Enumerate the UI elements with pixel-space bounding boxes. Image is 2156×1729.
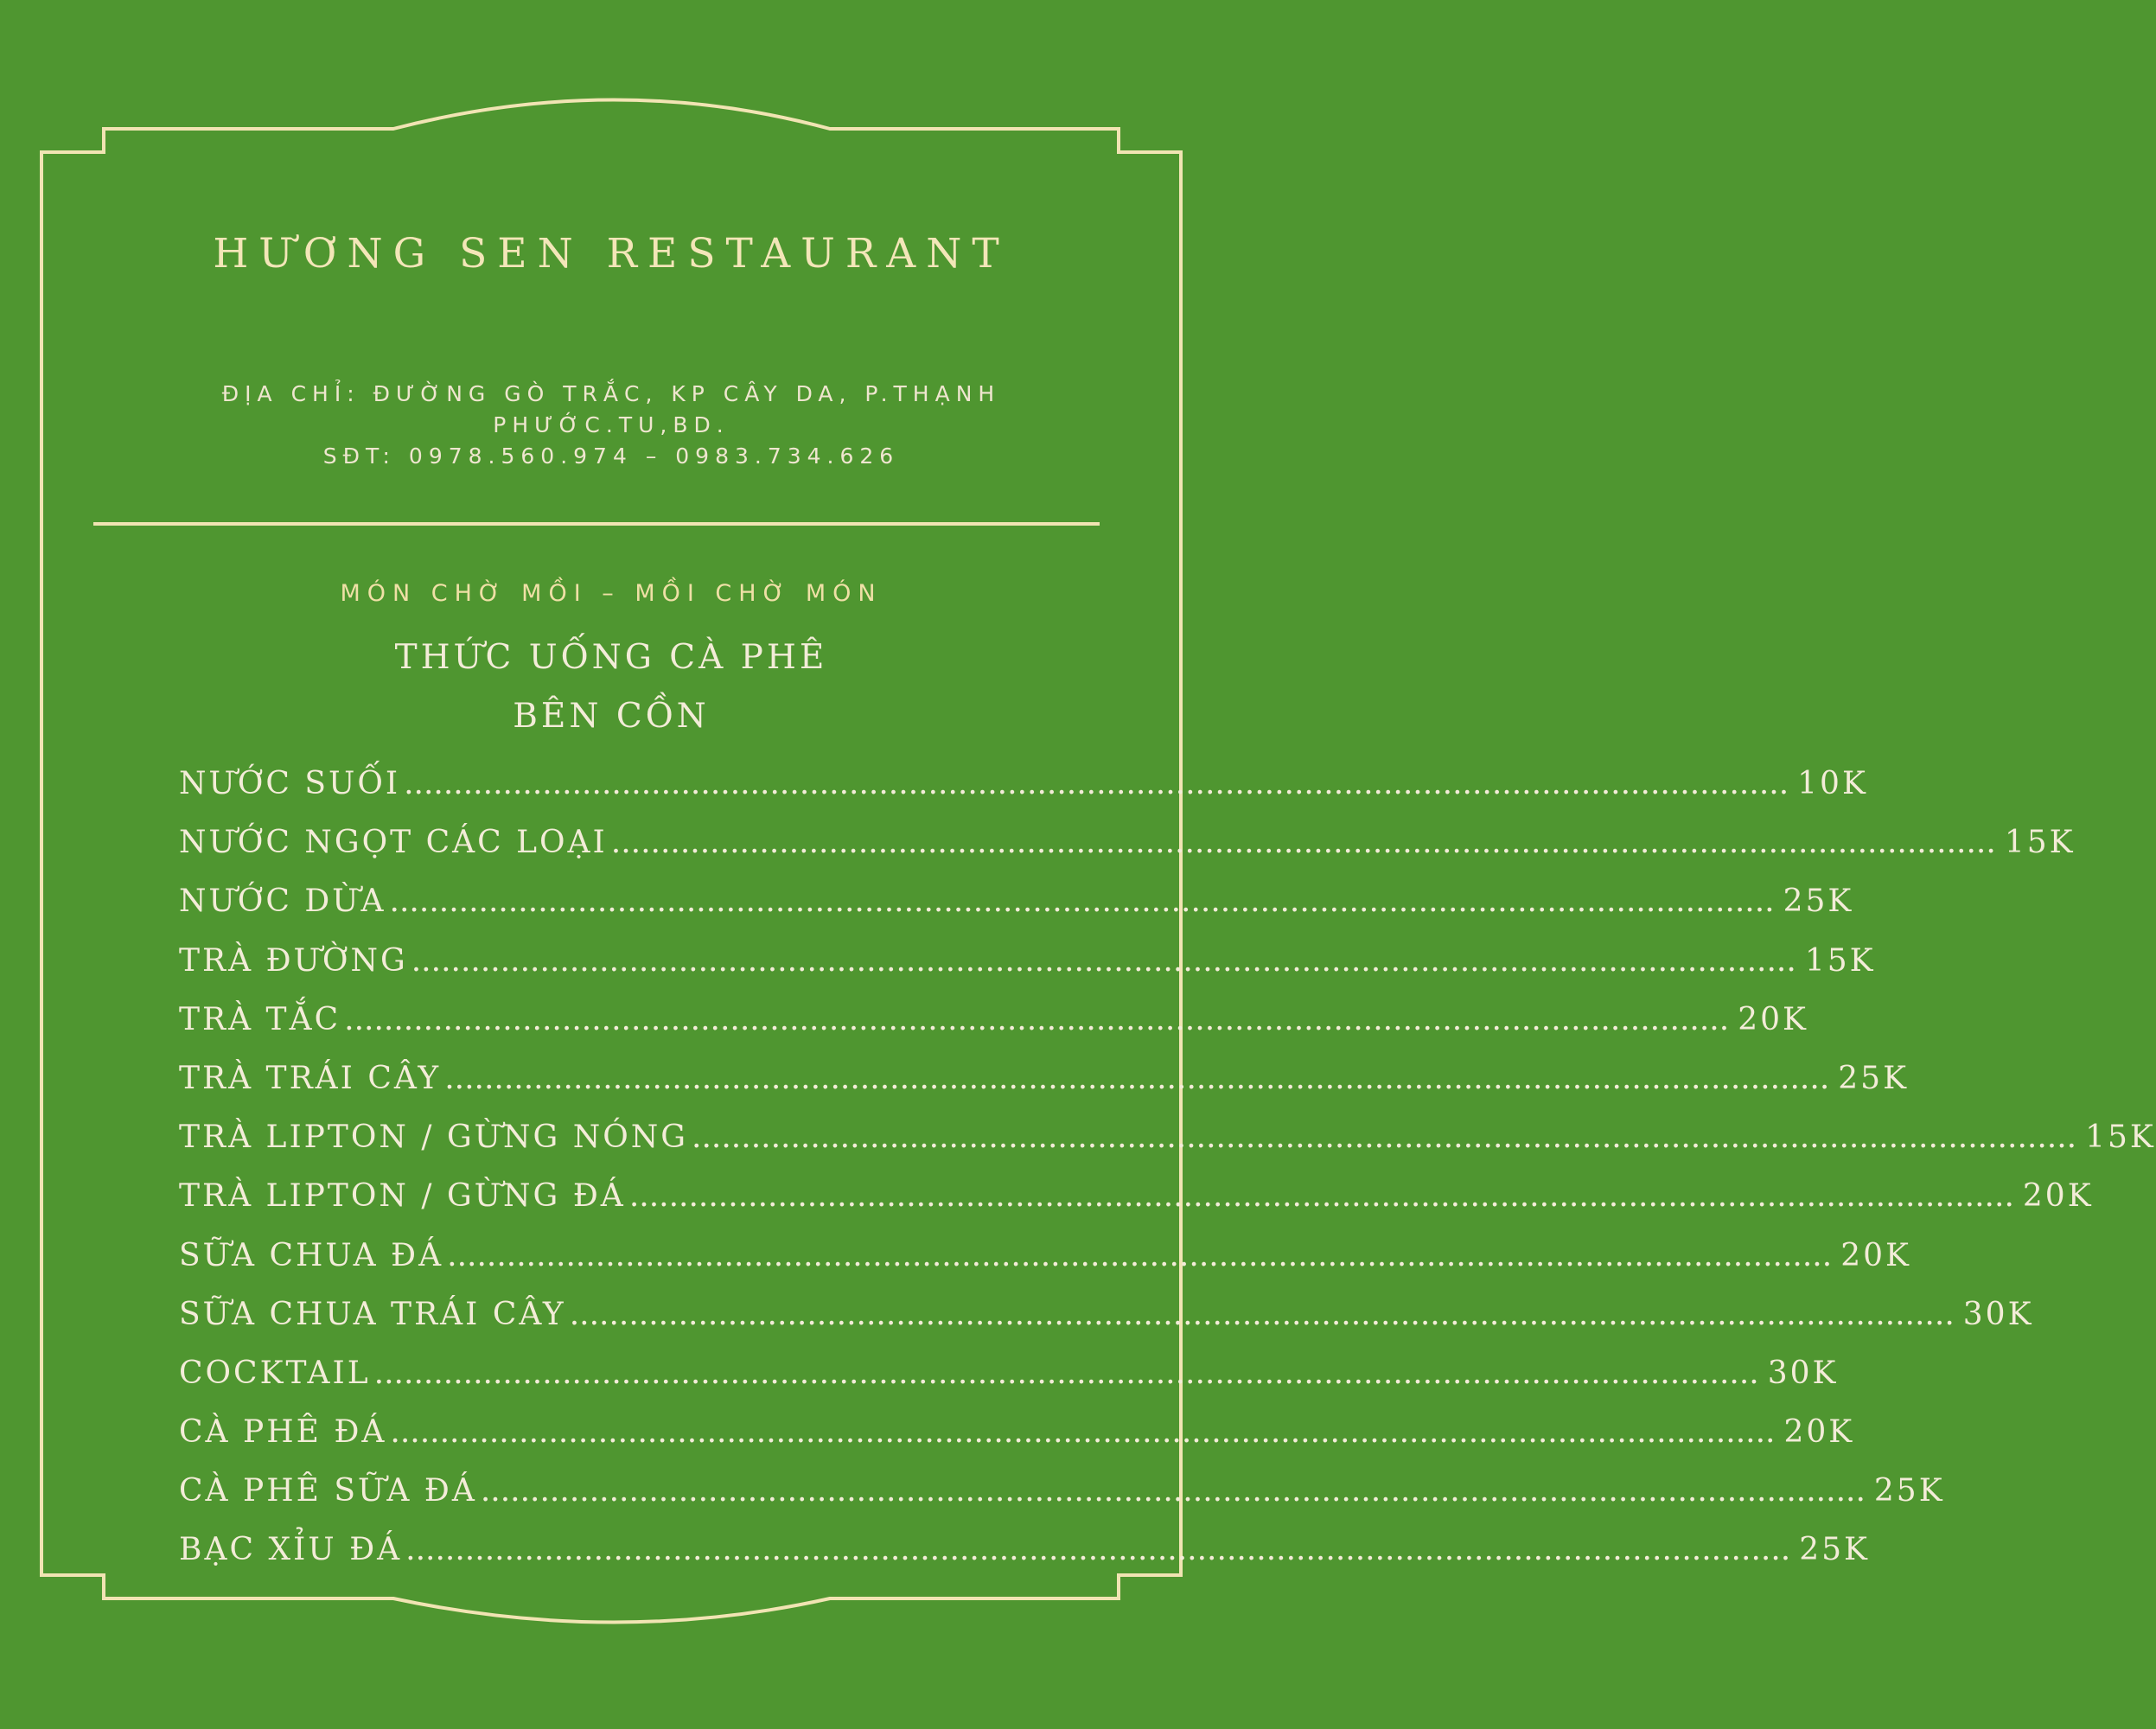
menu-item-leader: ............................................................................................................................................ bbox=[610, 825, 1996, 861]
menu-item-name: BẠC XỈU ĐÁ bbox=[179, 1532, 403, 1568]
menu-item-price: 20K bbox=[1840, 1237, 1911, 1273]
menu-item bbox=[0, 1521, 1870, 1579]
menu-item-leader: ............................................................................................................................................ bbox=[444, 1060, 1830, 1096]
restaurant-name: HƯƠNG SEN RESTAURANT bbox=[213, 230, 1010, 278]
menu-item-price: 15K bbox=[2085, 1120, 2156, 1156]
menu-item-name: TRÀ TRÁI CÂY bbox=[179, 1060, 442, 1096]
menu-item-name: NƯỚC DỪA bbox=[179, 884, 386, 920]
menu-item-price: 25K bbox=[1783, 884, 1854, 920]
menu-item-price: 10K bbox=[1797, 766, 1868, 801]
menu-item-name: TRÀ LIPTON / GỪNG NÓNG bbox=[179, 1120, 689, 1156]
menu-item-price: 25K bbox=[1799, 1532, 1870, 1568]
menu-item-name: CÀ PHÊ ĐÁ bbox=[179, 1414, 387, 1451]
menu-item-leader: ............................................................................................................................................ bbox=[390, 1414, 1776, 1451]
section-title: THỨC UỐNG CÀ PHÊ bbox=[394, 638, 828, 677]
menu-item-price: 20K bbox=[1738, 1001, 1808, 1037]
menu-item bbox=[0, 932, 1876, 991]
menu-item-name: TRÀ LIPTON / GỪNG ĐÁ bbox=[179, 1178, 626, 1215]
menu-item-leader: ............................................................................................................................................ bbox=[373, 1355, 1759, 1391]
menu-item bbox=[0, 1344, 1839, 1403]
phone-line: SĐT: 0978.560.974 – 0983.734.626 bbox=[322, 443, 900, 469]
menu-item-name: COCKTAIL bbox=[179, 1355, 371, 1391]
menu-item-price: 30K bbox=[1767, 1355, 1839, 1391]
menu-item bbox=[0, 1462, 1945, 1521]
menu-item bbox=[0, 755, 1868, 813]
tagline: MÓN CHỜ MỒI – MỒI CHỜ MÓN bbox=[340, 580, 883, 607]
menu-item-leader: ............................................................................................................................................ bbox=[569, 1296, 1955, 1332]
menu-item bbox=[0, 1167, 2094, 1226]
menu-item-price: 25K bbox=[1838, 1060, 1909, 1096]
menu-item-name: CÀ PHÊ SỮA ĐÁ bbox=[179, 1473, 477, 1509]
menu-item-name: TRÀ TẮC bbox=[179, 1001, 341, 1037]
menu-item-price: 20K bbox=[2022, 1178, 2094, 1215]
menu-item-leader: ............................................................................................................................................ bbox=[389, 884, 1775, 920]
menu-list bbox=[0, 755, 2156, 1580]
menu-item-leader: ............................................................................................................................................ bbox=[447, 1237, 1833, 1273]
menu-item-name: SỮA CHUA TRÁI CÂY bbox=[179, 1296, 566, 1332]
menu-item bbox=[0, 991, 1808, 1050]
address-line-continued: PHƯỚC.TU,BD. bbox=[493, 412, 730, 437]
menu-item-name: NƯỚC SUỐI bbox=[179, 766, 401, 801]
menu-item-leader: ............................................................................................................................................ bbox=[405, 1532, 1791, 1568]
address-block bbox=[121, 379, 1101, 472]
menu-item-price: 15K bbox=[2004, 825, 2076, 861]
address-line: ĐỊA CHỈ: ĐƯỜNG GÒ TRẮC, KP CÂY DA, P.THẠNH bbox=[221, 381, 1001, 406]
menu-item-leader: ............................................................................................................................................ bbox=[480, 1473, 1866, 1509]
menu-item-price: 15K bbox=[1804, 942, 1876, 979]
menu-item-name: SỮA CHUA ĐÁ bbox=[179, 1237, 444, 1273]
menu-item-price: 20K bbox=[1783, 1414, 1855, 1451]
menu-item bbox=[0, 813, 2076, 872]
menu-item-leader: ............................................................................................................................................ bbox=[411, 942, 1796, 979]
menu-item-price: 30K bbox=[1962, 1296, 2034, 1332]
menu-item bbox=[0, 1050, 1909, 1108]
menu-item bbox=[0, 1227, 1911, 1286]
menu-item-leader: ............................................................................................................................................ bbox=[692, 1120, 2077, 1156]
menu-item bbox=[0, 872, 1854, 931]
menu-item bbox=[0, 1403, 1855, 1462]
menu-item bbox=[0, 1286, 2034, 1344]
menu-item bbox=[0, 1108, 2156, 1167]
menu-item-leader: ............................................................................................................................................ bbox=[344, 1001, 1730, 1037]
menu-item-name: TRÀ ĐƯỜNG bbox=[179, 942, 408, 979]
menu-item-name: NƯỚC NGỌT CÁC LOẠI bbox=[179, 825, 608, 861]
menu-item-leader: ............................................................................................................................................ bbox=[404, 766, 1789, 801]
menu-item-leader: ............................................................................................................................................ bbox=[628, 1178, 2014, 1215]
section-subtitle: BÊN CỒN bbox=[513, 697, 710, 736]
menu-item-price: 25K bbox=[1873, 1473, 1945, 1509]
